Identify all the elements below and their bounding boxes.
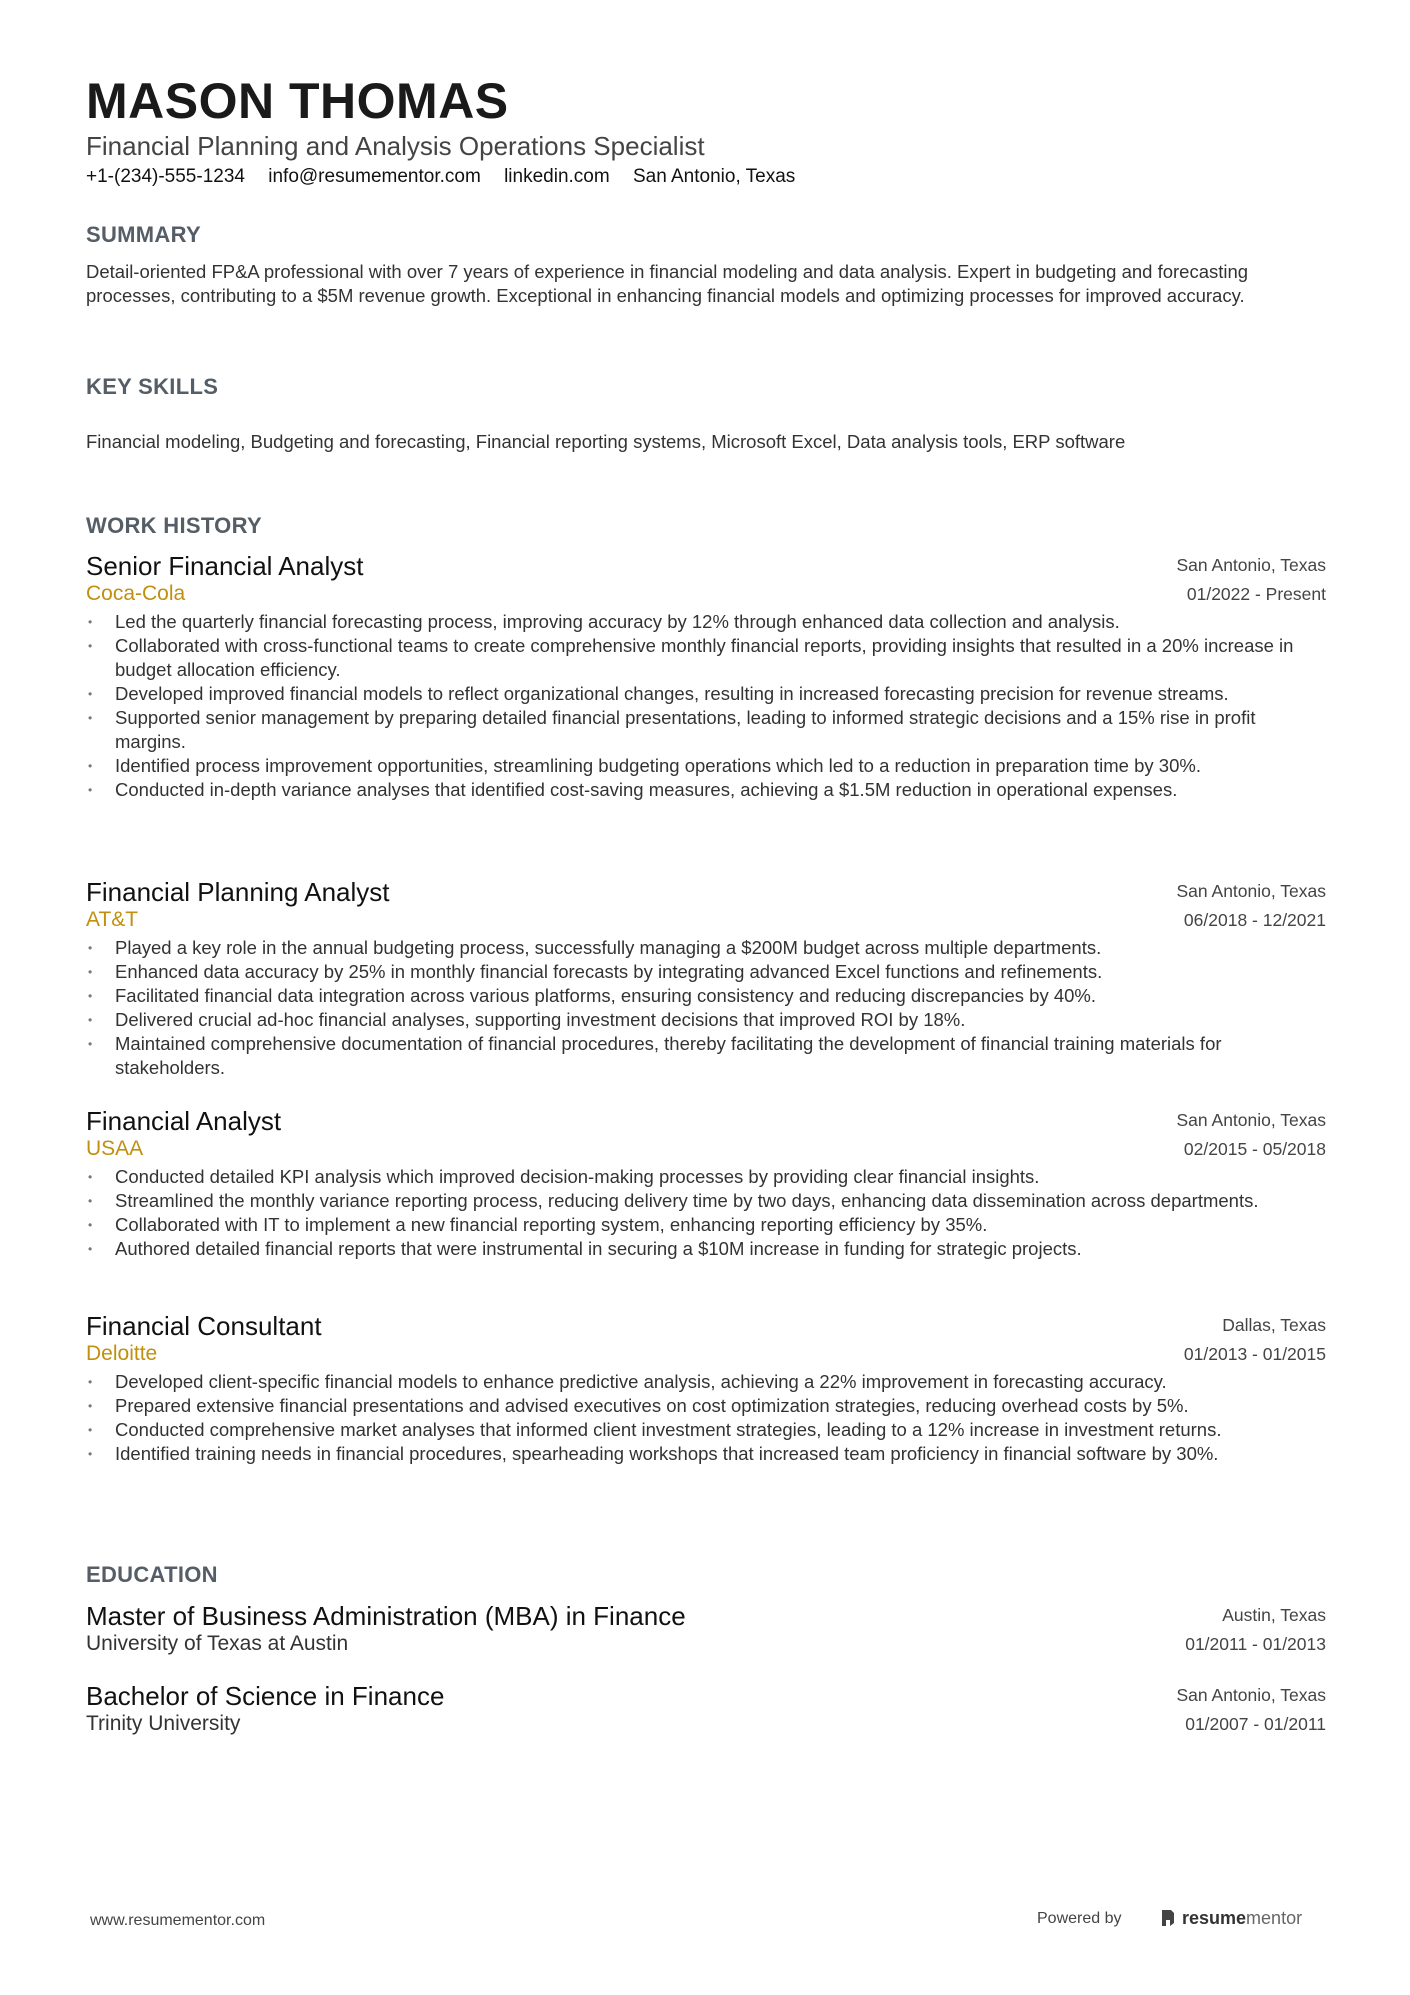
job-entry [86, 550, 1326, 802]
contact-location: San Antonio, Texas [632, 166, 796, 187]
job-company: USAA [86, 1137, 144, 1160]
job-location: Dallas, Texas [1222, 1315, 1326, 1335]
work-heading: WORK HISTORY [86, 513, 262, 538]
bullet-item: • Developed client-specific financial models to enhance predictive analysis, achieving a 22% improvement in forecasting accuracy. [86, 1370, 1326, 1394]
job-bullets [86, 1165, 1326, 1261]
bullet-item: • Authored detailed financial reports that were instrumental in securing a $10M increase in funding for strategic projects. [86, 1237, 1326, 1261]
bullet-item: • Maintained comprehensive documentation of financial procedures, thereby facilitating the development of financial training materials for stakeholders. [86, 1032, 1326, 1080]
job-bullets [86, 1370, 1326, 1466]
resumementor-logo[interactable] [1160, 1905, 1302, 1931]
bullet-item: • Identified training needs in financial procedures, spearheading workshops that increased team proficiency in financial software by 30%. [86, 1442, 1326, 1466]
education-heading: EDUCATION [86, 1562, 218, 1587]
bullet-item: • Prepared extensive financial presentations and advised executives on cost optimization strategies, reducing overhead costs by 5%. [86, 1394, 1326, 1418]
candidate-name: MASON THOMAS [86, 73, 509, 129]
job-entry [86, 1310, 1326, 1466]
job-entry [86, 876, 1326, 1080]
edu-dates: 01/2007 - 01/2011 [1185, 1714, 1326, 1734]
contact-email: info@resumementor.com [268, 166, 481, 187]
job-title: Financial Analyst [86, 1106, 282, 1136]
candidate-title: Financial Planning and Analysis Operations Specialist [86, 131, 705, 161]
education-entry [86, 1600, 1326, 1660]
job-title: Senior Financial Analyst [86, 551, 364, 581]
edu-degree: Master of Business Administration (MBA) in Finance [86, 1601, 686, 1631]
edu-school: Trinity University [86, 1712, 241, 1735]
bullet-item: • Facilitated financial data integration across various platforms, ensuring consistency and reducing discrepancies by 40%. [86, 984, 1326, 1008]
logo-text-bold: resume [1182, 1907, 1247, 1928]
job-company: Coca-Cola [86, 582, 186, 605]
contact-linkedin: linkedin.com [504, 166, 610, 187]
bullet-item: • Identified process improvement opportunities, streamlining budgeting operations which led to a reduction in preparation time by 30%. [86, 754, 1326, 778]
job-dates: 02/2015 - 05/2018 [1183, 1139, 1326, 1159]
bullet-item: • Conducted comprehensive market analyses that informed client investment strategies, leading to a 12% increase in investment returns. [86, 1418, 1326, 1442]
bullet-item: • Collaborated with cross-functional teams to create comprehensive monthly financial reports, providing insights that resulted in a 20% increase in budget allocation efficiency. [86, 634, 1326, 682]
bullet-item: • Enhanced data accuracy by 25% in monthly financial forecasts by integrating advanced Excel functions and refinements. [86, 960, 1326, 984]
job-location: San Antonio, Texas [1176, 1110, 1326, 1130]
bullet-item: • Collaborated with IT to implement a new financial reporting system, enhancing reporting efficiency by 35%. [86, 1213, 1326, 1237]
job-entry [86, 1105, 1326, 1261]
job-dates: 06/2018 - 12/2021 [1183, 910, 1326, 930]
job-dates: 01/2013 - 01/2015 [1183, 1344, 1326, 1364]
bullet-item: • Conducted in-depth variance analyses that identified cost-saving measures, achieving a $1.5M reduction in operational expenses. [86, 778, 1326, 802]
bullet-item: • Supported senior management by preparing detailed financial presentations, leading to informed strategic decisions and a 15% rise in profit margins. [86, 706, 1326, 754]
resumementor-logo-icon [1160, 1909, 1176, 1927]
bullet-item: • Conducted detailed KPI analysis which improved decision-making processes by providing clear financial insights. [86, 1165, 1326, 1189]
bullet-item: • Led the quarterly financial forecasting process, improving accuracy by 12% through enhanced data collection and analysis. [86, 610, 1326, 634]
job-title: Financial Consultant [86, 1311, 322, 1341]
contact-line [86, 165, 813, 189]
job-location: San Antonio, Texas [1176, 555, 1326, 575]
bullet-item: • Developed improved financial models to reflect organizational changes, resulting in increased forecasting precision for revenue streams. [86, 682, 1326, 706]
bullet-item: • Delivered crucial ad-hoc financial analyses, supporting investment decisions that improved ROI by 18%. [86, 1008, 1326, 1032]
bullet-item: • Streamlined the monthly variance reporting process, reducing delivery time by two days, enhancing data dissemination across departments. [86, 1189, 1326, 1213]
job-bullets [86, 936, 1326, 1080]
job-title: Financial Planning Analyst [86, 877, 390, 907]
contact-phone: +1-(234)-555-1234 [86, 166, 245, 187]
edu-location: Austin, Texas [1222, 1605, 1326, 1625]
footer-powered-by: Powered by [1037, 1910, 1122, 1927]
footer-website-link[interactable]: www.resumementor.com [90, 1912, 266, 1929]
edu-degree: Bachelor of Science in Finance [86, 1681, 445, 1711]
summary-text: Detail-oriented FP&A professional with over 7 years of experience in financial modeling and data analysis. Expert in budgeting and forecasting processes, contributing to a $5M revenue growth. Exceptional in enhancing financial models and optimizing processes for improved accuracy. [86, 261, 1249, 306]
job-location: San Antonio, Texas [1176, 881, 1326, 901]
bullet-item: • Played a key role in the annual budgeting process, successfully managing a $200M budget across multiple departments. [86, 936, 1326, 960]
job-company: Deloitte [86, 1342, 158, 1365]
skills-text: Financial modeling, Budgeting and forecasting, Financial reporting systems, Microsoft Excel, Data analysis tools, ERP software [86, 431, 1126, 452]
job-dates: 01/2022 - Present [1186, 584, 1326, 604]
edu-dates: 01/2011 - 01/2013 [1185, 1634, 1326, 1654]
summary-heading: SUMMARY [86, 222, 201, 247]
logo-text-light: mentor [1246, 1907, 1303, 1928]
job-bullets [86, 610, 1326, 802]
edu-location: San Antonio, Texas [1176, 1685, 1326, 1705]
skills-heading: KEY SKILLS [86, 374, 219, 399]
job-company: AT&T [86, 908, 139, 931]
education-entry [86, 1680, 1326, 1740]
edu-school: University of Texas at Austin [86, 1632, 349, 1655]
